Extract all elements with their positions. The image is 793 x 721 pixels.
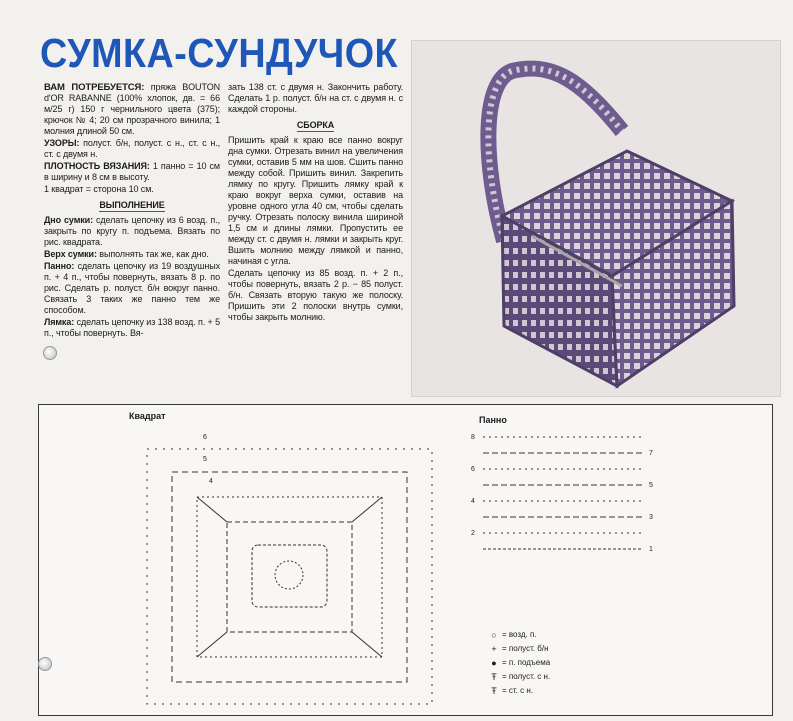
assembly-text: Пришить край к краю все панно вокруг дна сумки. Отрезать винил на увеличения сумки, оставив 5 мм на шов. Сшить панно между собой. Пришить винил. Закрепить лямку по кругу. Пришить лямку край к краю вокруг верха сумки, оставив на уровне одного угла 40 см, чтобы сделать ручку. Отрезать полоску винила шириной 1,5 см и длины лямки. Пропустить ее между ст. с двумя н. лямки и закрыть круг. Вшить молнию между лямкой и панно, начиная с угла.: [228, 135, 403, 266]
legend-label: = полуст. с н.: [502, 672, 551, 681]
panel-label: Панно:: [44, 261, 75, 271]
corner-line-bl: [197, 632, 227, 657]
legend-row: [486, 670, 550, 684]
legend-row: [486, 684, 550, 698]
diagram-box: [38, 404, 773, 716]
chain-stitch-icon: ○: [491, 630, 497, 640]
legend-label: = п. подъема: [502, 658, 551, 667]
top-paragraph: [44, 249, 220, 260]
bottom-paragraph: [44, 215, 220, 248]
square-round-4: [197, 497, 382, 657]
corner-line-tl: [197, 497, 227, 522]
legend-label: = полуст. б/н: [502, 644, 549, 653]
panel-row-number-4: 4: [471, 498, 475, 505]
panel-row-number-7: 7: [649, 450, 653, 457]
strap-continuation-text: зать 138 ст. с двумя н. Закончить работу. Сделать 1 р. полуст. б/н на ст. с двумя н. с каждой стороны.: [228, 82, 403, 114]
panel-row-number-6: 6: [471, 466, 475, 473]
panel-paragraph: [44, 261, 220, 316]
patterns-text: полуст. б/н, полуст. с н., ст. с н., ст. с двумя н.: [44, 138, 220, 159]
legend-label: = возд. п.: [502, 630, 537, 639]
panel-row-number-5: 5: [649, 482, 653, 489]
section-heading-assembly: [228, 120, 403, 131]
square-round-number-6: 6: [203, 434, 207, 441]
square-round-number-5: 5: [203, 456, 207, 463]
turning-chain-icon: ●: [491, 658, 497, 668]
square-crochet-chart: [127, 427, 447, 712]
panel-row-number-2: 2: [471, 530, 475, 537]
density-label: ПЛОТНОСТЬ ВЯЗАНИЯ:: [44, 161, 150, 171]
materials-text: пряжа BOUTON d'OR RABANNE (100% хлопок, дв. = 66 м/25 г) 150 г чернильного цвета (375); крючок № 4; 20 см прозрачного винила; 1 молния длиной 50 см.: [44, 82, 220, 136]
section-heading-execution-label: ВЫПОЛНЕНИЕ: [99, 200, 165, 210]
panel-row-number-1: 1: [649, 546, 653, 553]
half-double-crochet-icon: Ŧ: [491, 672, 497, 682]
corner-line-tr: [352, 497, 382, 522]
strap-label: Лямка:: [44, 317, 75, 327]
panel-diagram-title: Панно: [479, 415, 507, 425]
square-round-1: [275, 561, 303, 589]
binder-hole-icon: [43, 346, 57, 360]
instructions-column-2: [228, 82, 403, 324]
legend-row: [486, 656, 550, 670]
bottom-text: сделать цепочку из 6 возд. п., закрыть по кругу п. подъема. Вязать по рис. квадрата.: [44, 215, 220, 247]
corner-line-br: [352, 632, 382, 657]
materials-paragraph: [44, 82, 220, 137]
patterns-paragraph: [44, 138, 220, 160]
square-round-6: [147, 449, 432, 704]
square-diagram-title: Квадрат: [129, 411, 166, 421]
section-heading-assembly-label: СБОРКА: [296, 120, 335, 130]
panel-row-number-3: 3: [649, 514, 653, 521]
top-text: выполнять так же, как дно.: [99, 249, 209, 259]
legend-row: [486, 642, 550, 656]
square-size-text: 1 квадрат = сторона 10 см.: [44, 184, 154, 194]
square-round-number-4: 4: [209, 478, 213, 485]
strap-paragraph: [44, 317, 220, 339]
strap-text: сделать цепочку из 138 возд. п. + 5 п., чтобы повернуть. Вя-: [44, 317, 221, 338]
legend-row: [486, 628, 550, 642]
page-title: СУМКА-СУНДУЧОК: [40, 30, 399, 76]
panel-crochet-chart: [471, 429, 661, 569]
legend-label: = ст. с н.: [502, 686, 533, 695]
instructions-column-1: [44, 82, 220, 340]
panel-row-number-8: 8: [471, 434, 475, 441]
square-round-5: [172, 472, 407, 682]
double-crochet-icon: Ŧ: [491, 686, 497, 696]
patterns-label: УЗОРЫ:: [44, 138, 80, 148]
top-label: Верх сумки:: [44, 249, 97, 259]
section-heading-execution: [44, 200, 220, 211]
bottom-label: Дно сумки:: [44, 215, 94, 225]
symbol-legend: [486, 628, 550, 698]
panel-text: сделать цепочку из 19 воздушных п. + 4 п., чтобы повернуть, вязать 8 р. по рис. Сделать р. полуст. б/н вокруг панно. Связать 3 таких же панно тем же способом.: [44, 261, 220, 315]
handle-text: Сделать цепочку из 85 возд. п. + 2 п., чтобы повернуть, вязать 2 р. − 85 полуст. б/н. Связать вторую такую же полоску. Пришить эти 2 полоски внутрь сумки, чтобы закрыть молнию.: [228, 268, 403, 322]
square-round-2: [252, 545, 327, 607]
materials-label: ВАМ ПОТРЕБУЕТСЯ:: [44, 82, 145, 93]
density-paragraph: [44, 161, 220, 183]
single-crochet-icon: +: [491, 644, 497, 654]
bag-photo: [411, 40, 781, 397]
density-text: 1 панно = 10 см в ширину и 8 см в высоту.: [44, 161, 220, 182]
binder-hole-icon: [38, 657, 52, 671]
square-round-3: [227, 522, 352, 632]
bag-illustration: [412, 41, 780, 396]
